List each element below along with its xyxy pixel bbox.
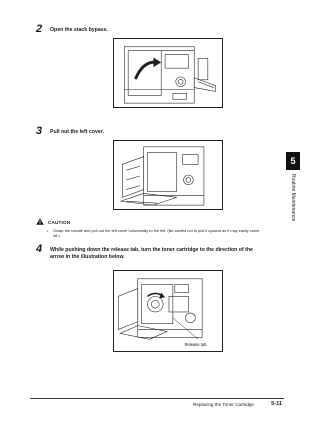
step-4-number: 4 — [36, 243, 43, 255]
printer-illustration-2 — [114, 141, 222, 209]
caution-title: CAUTION — [48, 220, 71, 225]
figure-pull-out-left-cover — [113, 140, 223, 210]
caution-warning-icon — [36, 218, 44, 225]
step-4-text: While pushing down the release tab, turn the toner cartridge to the direction of the arrow in the illustration below. — [50, 247, 253, 260]
step-3-text: Pull out the left cover. — [50, 129, 104, 135]
caution-text: Grasp the handle and pull out the left cover horizontally to the left. (Be careful not to pull it upward as it may easily come off.) — [53, 228, 260, 239]
page-number: 5-11 — [271, 401, 282, 407]
printer-illustration-3 — [114, 271, 222, 351]
chapter-tab: 5 — [286, 152, 300, 170]
printer-illustration-1 — [114, 39, 222, 107]
chapter-section-label: Routine Maintenance — [290, 174, 296, 222]
caution-bullet — [47, 228, 265, 238]
figure-open-stack-bypass — [113, 38, 223, 108]
footer-rule — [30, 398, 284, 399]
figure-release-tab — [113, 270, 223, 352]
footer-section-title: Replacing the Toner Cartridge — [193, 402, 254, 407]
step-2-number: 2 — [36, 23, 43, 35]
step-2-text: Open the stack bypass. — [50, 27, 108, 33]
step-3-number: 3 — [36, 125, 43, 137]
release-tab-callout: Release tab — [184, 342, 207, 348]
bullet-dot: • — [47, 228, 49, 233]
